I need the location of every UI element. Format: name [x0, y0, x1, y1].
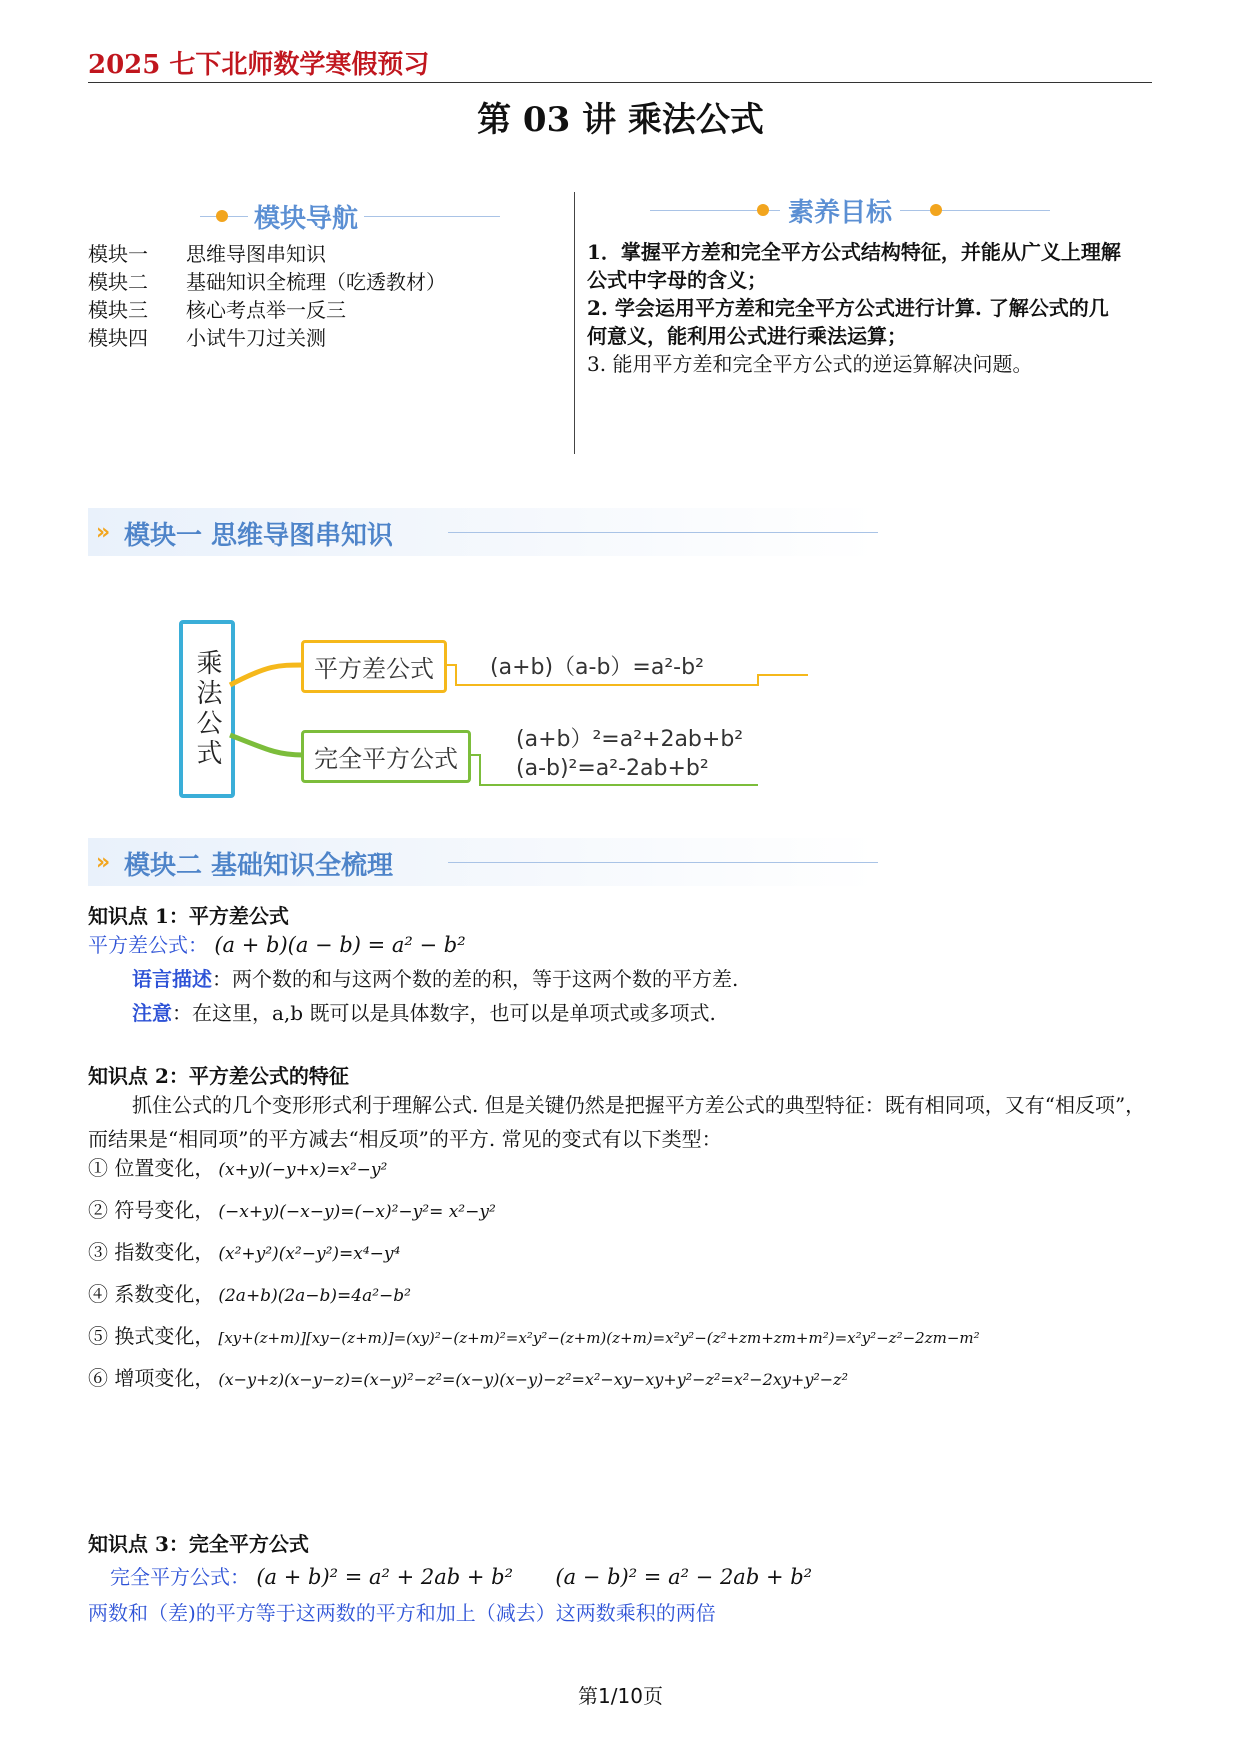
kp2-variant-list: [88, 1152, 1152, 1404]
header-rule: [88, 82, 1152, 83]
kp3-formula-label: 完全平方公式：: [110, 1565, 250, 1589]
kp1-formula-line: [88, 928, 466, 962]
goal-item: 3. 能用平方差和完全平方公式的逆运算解决问题。: [587, 352, 1033, 376]
goals-banner: 素养目标: [780, 192, 900, 229]
module2-banner: » 模块二 基础知识全梳理: [88, 838, 878, 886]
module-nav-list: [88, 240, 446, 352]
kp1-note-text: ：在这里，a,b 既可以是具体数字，也可以是单项式或多项式.: [172, 1001, 716, 1025]
list-item: ⑤ 换式变化， [xy+(z+m)][xy−(z+m)]=(xy)²−(z+m)²=x²y²−(z+m)(z+m)=x²y²−(z²+zm+zm+m²)=x²y²−z²−2zm−m²: [88, 1324, 980, 1348]
kp2-paragraph: 抓住公式的几个变形形式利于理解公式. 但是关键仍然是把握平方差公式的典型特征：既有相同项，又有“相反项”，而结果是“相同项”的平方减去“相反项”的平方. 常见的变式有以下类型：: [88, 1093, 1146, 1151]
nav-item: 模块一 思维导图串知识: [88, 242, 326, 266]
mindmap-formula-square-diff: (a-b)²=a²-2ab+b²: [516, 756, 709, 781]
goals-banner-dot-right: [930, 204, 942, 216]
mindmap-branch-perfect-square: 完全平方公式: [301, 730, 471, 783]
kp1-note: [132, 996, 716, 1030]
chevron-right-icon: »: [96, 520, 111, 545]
mindmap-root: [179, 620, 235, 798]
column-divider: [574, 192, 575, 454]
kp3-description: 两数和（差)的平方等于这两数的平方和加上（减去）这两数乘积的两倍: [88, 1601, 716, 1625]
mindmap-root-label: 乘法公式: [192, 649, 222, 769]
kp1-desc-label: 语言描述: [132, 967, 212, 991]
kp1-note-label: 注意: [132, 1001, 172, 1025]
kp1-desc-text: ：两个数的和与这两个数的差的积，等于这两个数的平方差.: [212, 967, 739, 991]
module2-banner-line: [448, 862, 878, 863]
mindmap-formula-square-sum: (a+b）²=a²+2ab+b²: [516, 727, 744, 752]
chevron-right-icon: »: [96, 850, 111, 875]
module1-banner: » 模块一 思维导图串知识: [88, 508, 878, 556]
nav-item: 模块三 核心考点举一反三: [88, 298, 346, 322]
list-item: ① 位置变化， (x+y)(−y+x)=x²−y²: [88, 1156, 388, 1180]
goals-list: [587, 238, 1127, 378]
list-item: ② 符号变化， (−x+y)(−x−y)=(−x)²−y²= x²−y²: [88, 1198, 496, 1222]
goals-banner-dot-left: [757, 204, 769, 216]
kp3-formula-diff: (a − b)² = a² − 2ab + b²: [555, 1565, 813, 1589]
kp3-title: 知识点 3：完全平方公式: [88, 1532, 309, 1556]
nav-banner: 模块导航: [248, 198, 364, 235]
page-number: 第1/10页: [578, 1684, 663, 1708]
nav-banner-dot-left: [216, 210, 228, 222]
mindmap-formula-diff-of-squares: (a+b)（a-b）=a²-b²: [490, 655, 704, 680]
kp1-formula: (a + b)(a − b) = a² − b²: [214, 933, 466, 957]
list-item: ③ 指数变化， (x²+y²)(x²−y²)=x⁴−y⁴: [88, 1240, 401, 1264]
lecture-title: 第 03 讲 乘法公式: [477, 100, 764, 140]
list-item: ⑥ 增项变化， (x−y+z)(x−y−z)=(x−y)²−z²=(x−y)(x−y)−z²=x²−xy−xy+y²−z²=x²−2xy+y²−z²: [88, 1366, 849, 1390]
list-item: ④ 系数变化， (2a+b)(2a−b)=4a²−b²: [88, 1282, 411, 1306]
kp3-formula-line: [110, 1560, 812, 1594]
document-header-title: 2025 七下北师数学寒假预习: [88, 50, 430, 80]
nav-item: 模块四 小试牛刀过关测: [88, 326, 326, 350]
kp1-title: 知识点 1：平方差公式: [88, 904, 289, 928]
mindmap-branch-diff-of-squares: 平方差公式: [301, 640, 447, 693]
goal-item: 1．掌握平方差和完全平方公式结构特征，并能从广义上理解公式中字母的含义；: [587, 240, 1121, 292]
kp1-description: [132, 962, 738, 996]
goal-item: 2. 学会运用平方差和完全平方公式进行计算. 了解公式的几何意义，能利用公式进行乘法运算；: [587, 296, 1109, 348]
kp2-title: 知识点 2：平方差公式的特征: [88, 1064, 349, 1088]
nav-item: 模块二 基础知识全梳理（吃透教材）: [88, 270, 446, 294]
kp1-formula-label: 平方差公式：: [88, 933, 208, 957]
module1-banner-line: [448, 532, 878, 533]
kp3-formula-sum: (a + b)² = a² + 2ab + b²: [256, 1565, 514, 1589]
